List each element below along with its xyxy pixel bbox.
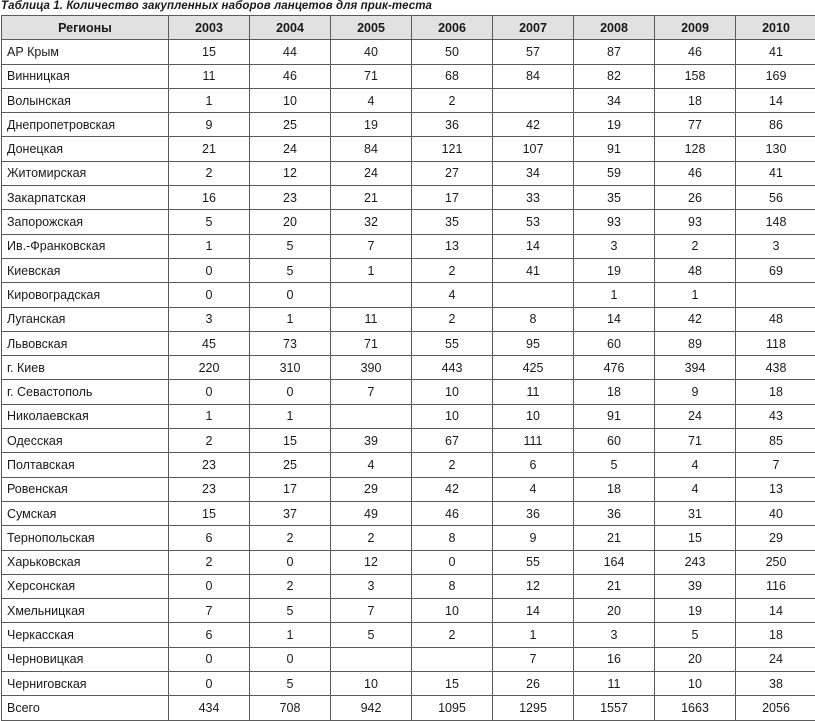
region-name-cell: Хмельницкая — [2, 599, 169, 623]
value-cell: 32 — [331, 210, 412, 234]
value-cell: 12 — [331, 550, 412, 574]
region-name-cell: Днепропетровская — [2, 113, 169, 137]
region-name-cell: Черниговская — [2, 672, 169, 696]
table-row — [2, 429, 815, 453]
table-row — [2, 88, 815, 112]
value-cell: 434 — [169, 696, 250, 720]
column-header-year: 2006 — [412, 16, 493, 40]
value-cell: 85 — [736, 429, 815, 453]
table-row — [2, 453, 815, 477]
table-row — [2, 574, 815, 598]
value-cell: 25 — [250, 113, 331, 137]
value-cell: 7 — [331, 380, 412, 404]
value-cell: 21 — [331, 186, 412, 210]
value-cell: 82 — [574, 64, 655, 88]
value-cell: 0 — [169, 258, 250, 282]
value-cell: 41 — [736, 40, 815, 64]
table-row — [2, 186, 815, 210]
value-cell: 42 — [493, 113, 574, 137]
value-cell: 60 — [574, 331, 655, 355]
value-cell: 40 — [736, 501, 815, 525]
table-caption: Таблица 1. Количество закупленных наборов ланцетов для прик-теста — [1, 0, 433, 12]
value-cell: 36 — [493, 501, 574, 525]
value-cell: 86 — [736, 113, 815, 137]
table-row — [2, 161, 815, 185]
value-cell — [493, 283, 574, 307]
value-cell: 14 — [736, 599, 815, 623]
value-cell: 942 — [331, 696, 412, 720]
value-cell: 18 — [574, 380, 655, 404]
value-cell: 4 — [412, 283, 493, 307]
value-cell: 19 — [655, 599, 736, 623]
value-cell: 1 — [493, 623, 574, 647]
region-name-cell: Закарпатская — [2, 186, 169, 210]
value-cell: 3 — [331, 574, 412, 598]
lancet-purchases-table — [1, 15, 815, 721]
value-cell: 2 — [412, 258, 493, 282]
value-cell: 24 — [736, 647, 815, 671]
value-cell: 10 — [331, 672, 412, 696]
value-cell: 158 — [655, 64, 736, 88]
value-cell: 425 — [493, 356, 574, 380]
value-cell: 6 — [169, 526, 250, 550]
value-cell: 1557 — [574, 696, 655, 720]
table-row — [2, 599, 815, 623]
value-cell: 18 — [655, 88, 736, 112]
value-cell: 4 — [331, 453, 412, 477]
value-cell: 9 — [493, 526, 574, 550]
value-cell: 93 — [655, 210, 736, 234]
value-cell: 26 — [655, 186, 736, 210]
table-row — [2, 501, 815, 525]
value-cell: 36 — [412, 113, 493, 137]
value-cell: 15 — [412, 672, 493, 696]
value-cell: 0 — [412, 550, 493, 574]
value-cell: 36 — [574, 501, 655, 525]
value-cell: 41 — [736, 161, 815, 185]
column-header-year: 2005 — [331, 16, 412, 40]
value-cell: 7 — [736, 453, 815, 477]
value-cell: 71 — [331, 64, 412, 88]
value-cell: 21 — [574, 526, 655, 550]
value-cell — [331, 647, 412, 671]
value-cell: 57 — [493, 40, 574, 64]
value-cell: 23 — [250, 186, 331, 210]
value-cell: 0 — [169, 672, 250, 696]
table-row — [2, 550, 815, 574]
table-row — [2, 623, 815, 647]
value-cell: 87 — [574, 40, 655, 64]
value-cell: 10 — [493, 404, 574, 428]
value-cell: 16 — [169, 186, 250, 210]
value-cell: 14 — [736, 88, 815, 112]
value-cell: 107 — [493, 137, 574, 161]
value-cell: 2 — [412, 623, 493, 647]
column-header-year: 2010 — [736, 16, 815, 40]
value-cell: 9 — [169, 113, 250, 137]
value-cell: 39 — [331, 429, 412, 453]
table-row — [2, 356, 815, 380]
region-name-cell: Николаевская — [2, 404, 169, 428]
region-name-cell: Херсонская — [2, 574, 169, 598]
value-cell: 69 — [736, 258, 815, 282]
region-name-cell: Сумская — [2, 501, 169, 525]
value-cell: 15 — [169, 40, 250, 64]
value-cell: 5 — [250, 599, 331, 623]
value-cell: 5 — [331, 623, 412, 647]
value-cell: 18 — [736, 623, 815, 647]
value-cell: 48 — [655, 258, 736, 282]
value-cell: 91 — [574, 137, 655, 161]
region-name-cell: г. Киев — [2, 356, 169, 380]
column-header-year: 2004 — [250, 16, 331, 40]
value-cell: 128 — [655, 137, 736, 161]
value-cell: 46 — [655, 161, 736, 185]
region-name-cell: Ив.-Франковская — [2, 234, 169, 258]
value-cell: 15 — [250, 429, 331, 453]
value-cell: 11 — [493, 380, 574, 404]
value-cell: 39 — [655, 574, 736, 598]
region-name-cell: Львовская — [2, 331, 169, 355]
table-header-row — [2, 16, 815, 40]
value-cell: 15 — [655, 526, 736, 550]
value-cell: 29 — [331, 477, 412, 501]
value-cell: 10 — [412, 599, 493, 623]
region-name-cell: Запорожская — [2, 210, 169, 234]
value-cell: 45 — [169, 331, 250, 355]
column-header-regions: Регионы — [2, 16, 169, 40]
region-name-cell: АР Крым — [2, 40, 169, 64]
value-cell: 91 — [574, 404, 655, 428]
value-cell: 7 — [331, 599, 412, 623]
region-name-cell: Тернопольская — [2, 526, 169, 550]
value-cell: 9 — [655, 380, 736, 404]
table-row — [2, 64, 815, 88]
value-cell: 3 — [736, 234, 815, 258]
value-cell: 15 — [169, 501, 250, 525]
region-name-cell: Киевская — [2, 258, 169, 282]
value-cell: 0 — [250, 380, 331, 404]
value-cell: 1 — [655, 283, 736, 307]
value-cell: 55 — [493, 550, 574, 574]
region-name-cell: Одесская — [2, 429, 169, 453]
value-cell: 1 — [169, 234, 250, 258]
value-cell: 2 — [250, 574, 331, 598]
value-cell: 20 — [574, 599, 655, 623]
value-cell: 16 — [574, 647, 655, 671]
value-cell: 19 — [574, 113, 655, 137]
value-cell: 390 — [331, 356, 412, 380]
value-cell: 42 — [655, 307, 736, 331]
value-cell: 2 — [169, 550, 250, 574]
value-cell: 23 — [169, 453, 250, 477]
value-cell: 1095 — [412, 696, 493, 720]
value-cell: 4 — [655, 453, 736, 477]
column-header-year: 2003 — [169, 16, 250, 40]
value-cell: 84 — [493, 64, 574, 88]
table-row — [2, 526, 815, 550]
value-cell: 53 — [493, 210, 574, 234]
value-cell: 89 — [655, 331, 736, 355]
value-cell: 27 — [412, 161, 493, 185]
value-cell: 164 — [574, 550, 655, 574]
value-cell: 0 — [250, 647, 331, 671]
value-cell: 1 — [250, 404, 331, 428]
value-cell — [331, 404, 412, 428]
region-name-cell: Всего — [2, 696, 169, 720]
value-cell: 118 — [736, 331, 815, 355]
table-row — [2, 477, 815, 501]
value-cell: 26 — [493, 672, 574, 696]
value-cell: 148 — [736, 210, 815, 234]
value-cell: 37 — [250, 501, 331, 525]
value-cell: 11 — [169, 64, 250, 88]
table-row — [2, 210, 815, 234]
value-cell: 13 — [736, 477, 815, 501]
value-cell: 1663 — [655, 696, 736, 720]
table-row — [2, 258, 815, 282]
value-cell — [331, 283, 412, 307]
table-row — [2, 234, 815, 258]
value-cell: 5 — [655, 623, 736, 647]
value-cell: 2 — [169, 429, 250, 453]
value-cell: 0 — [169, 283, 250, 307]
value-cell: 19 — [331, 113, 412, 137]
value-cell: 2 — [655, 234, 736, 258]
value-cell: 93 — [574, 210, 655, 234]
value-cell: 1 — [250, 307, 331, 331]
value-cell: 11 — [331, 307, 412, 331]
value-cell: 5 — [169, 210, 250, 234]
region-name-cell: Ровенская — [2, 477, 169, 501]
value-cell: 18 — [736, 380, 815, 404]
value-cell: 6 — [493, 453, 574, 477]
value-cell: 438 — [736, 356, 815, 380]
value-cell: 1 — [169, 404, 250, 428]
value-cell: 46 — [250, 64, 331, 88]
value-cell: 67 — [412, 429, 493, 453]
value-cell: 5 — [250, 672, 331, 696]
value-cell: 21 — [574, 574, 655, 598]
value-cell — [493, 88, 574, 112]
value-cell: 4 — [331, 88, 412, 112]
value-cell: 2 — [412, 88, 493, 112]
value-cell: 23 — [169, 477, 250, 501]
value-cell: 0 — [169, 574, 250, 598]
value-cell: 41 — [493, 258, 574, 282]
value-cell: 7 — [331, 234, 412, 258]
value-cell: 18 — [574, 477, 655, 501]
value-cell: 20 — [250, 210, 331, 234]
value-cell: 476 — [574, 356, 655, 380]
value-cell: 12 — [493, 574, 574, 598]
value-cell: 2 — [250, 526, 331, 550]
value-cell: 169 — [736, 64, 815, 88]
value-cell: 10 — [655, 672, 736, 696]
table-body — [2, 40, 815, 720]
value-cell: 2056 — [736, 696, 815, 720]
value-cell: 25 — [250, 453, 331, 477]
value-cell: 95 — [493, 331, 574, 355]
value-cell: 7 — [169, 599, 250, 623]
value-cell: 20 — [655, 647, 736, 671]
value-cell: 4 — [655, 477, 736, 501]
column-header-year: 2007 — [493, 16, 574, 40]
value-cell: 17 — [412, 186, 493, 210]
value-cell: 243 — [655, 550, 736, 574]
region-name-cell: Житомирская — [2, 161, 169, 185]
value-cell: 84 — [331, 137, 412, 161]
table-row — [2, 113, 815, 137]
value-cell: 1 — [169, 88, 250, 112]
value-cell: 14 — [493, 599, 574, 623]
value-cell: 130 — [736, 137, 815, 161]
value-cell: 11 — [574, 672, 655, 696]
value-cell: 60 — [574, 429, 655, 453]
value-cell: 59 — [574, 161, 655, 185]
column-header-year: 2008 — [574, 16, 655, 40]
table-row — [2, 380, 815, 404]
value-cell: 0 — [169, 380, 250, 404]
value-cell: 17 — [250, 477, 331, 501]
value-cell: 2 — [412, 453, 493, 477]
value-cell: 24 — [331, 161, 412, 185]
value-cell: 1 — [250, 623, 331, 647]
value-cell: 2 — [412, 307, 493, 331]
value-cell: 38 — [736, 672, 815, 696]
value-cell: 8 — [493, 307, 574, 331]
value-cell: 21 — [169, 137, 250, 161]
value-cell: 5 — [250, 258, 331, 282]
table-total-row — [2, 696, 815, 720]
value-cell: 44 — [250, 40, 331, 64]
value-cell: 13 — [412, 234, 493, 258]
value-cell: 12 — [250, 161, 331, 185]
value-cell: 0 — [250, 283, 331, 307]
table-row — [2, 40, 815, 64]
value-cell: 1 — [574, 283, 655, 307]
value-cell: 8 — [412, 526, 493, 550]
value-cell — [736, 283, 815, 307]
value-cell: 3 — [574, 623, 655, 647]
value-cell: 34 — [574, 88, 655, 112]
value-cell: 35 — [412, 210, 493, 234]
value-cell: 8 — [412, 574, 493, 598]
value-cell: 2 — [331, 526, 412, 550]
table-row — [2, 647, 815, 671]
value-cell: 71 — [655, 429, 736, 453]
table-row — [2, 307, 815, 331]
column-header-year: 2009 — [655, 16, 736, 40]
value-cell: 0 — [169, 647, 250, 671]
value-cell: 56 — [736, 186, 815, 210]
value-cell: 49 — [331, 501, 412, 525]
value-cell: 7 — [493, 647, 574, 671]
table-row — [2, 137, 815, 161]
value-cell: 0 — [250, 550, 331, 574]
value-cell: 10 — [412, 380, 493, 404]
value-cell: 40 — [331, 40, 412, 64]
region-name-cell: Донецкая — [2, 137, 169, 161]
value-cell: 77 — [655, 113, 736, 137]
value-cell: 394 — [655, 356, 736, 380]
table-row — [2, 672, 815, 696]
value-cell: 31 — [655, 501, 736, 525]
value-cell: 46 — [655, 40, 736, 64]
region-name-cell: Волынская — [2, 88, 169, 112]
value-cell — [412, 647, 493, 671]
value-cell: 35 — [574, 186, 655, 210]
value-cell: 14 — [574, 307, 655, 331]
region-name-cell: Полтавская — [2, 453, 169, 477]
value-cell: 42 — [412, 477, 493, 501]
value-cell: 5 — [574, 453, 655, 477]
value-cell: 34 — [493, 161, 574, 185]
value-cell: 3 — [574, 234, 655, 258]
region-name-cell: г. Севастополь — [2, 380, 169, 404]
value-cell: 73 — [250, 331, 331, 355]
value-cell: 2 — [169, 161, 250, 185]
value-cell: 220 — [169, 356, 250, 380]
region-name-cell: Черновицкая — [2, 647, 169, 671]
value-cell: 4 — [493, 477, 574, 501]
value-cell: 68 — [412, 64, 493, 88]
region-name-cell: Луганская — [2, 307, 169, 331]
value-cell: 29 — [736, 526, 815, 550]
value-cell: 33 — [493, 186, 574, 210]
table-row — [2, 283, 815, 307]
value-cell: 121 — [412, 137, 493, 161]
value-cell: 43 — [736, 404, 815, 428]
value-cell: 19 — [574, 258, 655, 282]
value-cell: 71 — [331, 331, 412, 355]
value-cell: 443 — [412, 356, 493, 380]
value-cell: 3 — [169, 307, 250, 331]
value-cell: 55 — [412, 331, 493, 355]
value-cell: 24 — [250, 137, 331, 161]
value-cell: 50 — [412, 40, 493, 64]
value-cell: 111 — [493, 429, 574, 453]
value-cell: 10 — [412, 404, 493, 428]
value-cell: 310 — [250, 356, 331, 380]
region-name-cell: Винницкая — [2, 64, 169, 88]
value-cell: 5 — [250, 234, 331, 258]
value-cell: 708 — [250, 696, 331, 720]
value-cell: 10 — [250, 88, 331, 112]
value-cell: 6 — [169, 623, 250, 647]
value-cell: 24 — [655, 404, 736, 428]
value-cell: 1 — [331, 258, 412, 282]
region-name-cell: Харьковская — [2, 550, 169, 574]
value-cell: 48 — [736, 307, 815, 331]
value-cell: 1295 — [493, 696, 574, 720]
value-cell: 14 — [493, 234, 574, 258]
region-name-cell: Черкасская — [2, 623, 169, 647]
value-cell: 116 — [736, 574, 815, 598]
value-cell: 250 — [736, 550, 815, 574]
table-row — [2, 404, 815, 428]
table-row — [2, 331, 815, 355]
value-cell: 46 — [412, 501, 493, 525]
region-name-cell: Кировоградская — [2, 283, 169, 307]
